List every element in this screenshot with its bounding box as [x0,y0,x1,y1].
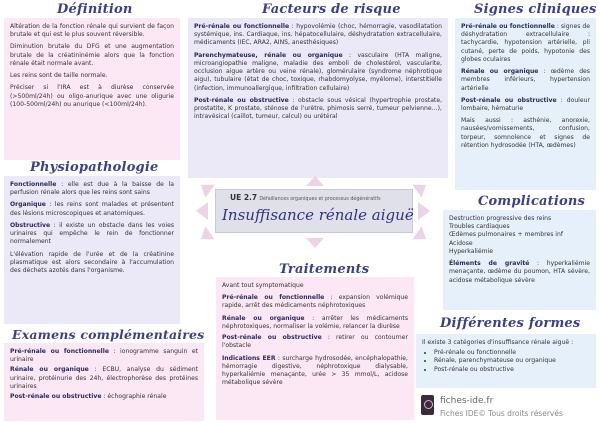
complication-item: Œdèmes pulmonaires + membres inf [449,231,564,239]
facteurs-pre [194,23,442,48]
examens-ren-text: : ECBU, analyse du sédiment urinaire, protéinurie des 24h, électrophorèse des protéines urinaires [10,366,198,390]
facteurs-par-text: : vasculaire (HTA maligne, microangiopathie maligne, maladie des emboli de cholestérol, vascularite, occlusion aigue artère ou veine rénale), glomérulaire (syndrome néphrotique aigu), tubulaire (état de choc, toxique, rhabdomyolyse, myélome), interstitielle (infection, immunoallergique, infiltration cellulaire) [194,51,442,92]
arrow-down-icon [306,238,324,248]
complication-item: Destruction progressive des reins [449,215,552,222]
arrow-upright-icon [412,178,430,197]
physio-ob-label: Obstructive [10,221,51,229]
definition-p1: Altération de la fonction rénale qui survient de façon brutale et qui est le plus souvent réversible. [10,23,174,39]
physio-o [10,201,174,217]
traitements-ren [222,315,408,331]
physio-ob-text: : il existe un obstacle dans les voies urinaires qui empêche le rein de fonctionner normalement [10,221,174,246]
signes-p4: Mais aussi : asthénie, anorexie, nausées/vomissements, confusion, torpeur, somnolence et signes de rétention hydrosodée (HTA, œdèmes) [461,117,590,149]
center-ue [230,193,381,202]
arrow-downleft-icon [196,226,214,245]
forme-item: • Rénale, parenchymateuse ou organique [434,357,590,365]
complication-item: Hyperkaliémie [449,247,493,255]
facteurs-pre-label: Pré-rénale ou fonctionnelle [194,23,290,30]
definition-p4: Préciser si l'IRA est à diurèse conservée (>500ml/24h) ou oligo-anurique avec une oligurie (100-500ml/24h) ou anurique (<100ml/24h). [10,84,174,108]
examens-post-label: Post-rénale ou obstructive [10,393,102,401]
definition-p2: Diminution brutale du DFG et une augmentation brutale de la créatininémie alors que la fonction rénale était normale avant. [10,43,174,67]
physio-f-text: : elle est due à la baisse de la perfusion rénale alors que les reins sont sains [10,181,174,197]
site-logo [421,395,434,415]
signes-panel [455,18,596,190]
examens-post [10,393,198,401]
complications-title: Complications [478,194,586,209]
physio-title: Physiopathologie [30,160,159,175]
examens-pre-text: : ionogramme sanguin et urinaire [10,348,198,364]
signes-ren-label: Rénale ou organique [461,68,539,76]
physio-o-text: : les reins sont malades et présentent des lésions microscopiques et anatomiques. [10,201,174,217]
traitements-intro: Avant tout symptomatique [222,282,304,289]
forme-item: • Post-rénale ou obstructive [434,366,590,374]
facteurs-post-text: : obstacle sous vésical (hypertrophie prostate, prostatite, K prostate, sténose de l'urètre, phimosis serré, tumeur pelvienne…), intravésical (caillot, tumeur, calcul) ou urétéral [194,96,443,121]
traitements-post-text: : retirer ou contourner l'obstacle [222,334,408,350]
traitements-pre [222,294,408,310]
forme-item: • Pré-rénale ou fonctionnelle [434,349,590,357]
complication-item: Acidose [449,239,473,247]
signes-post-text: : douleur lombaire, hématurie [461,96,590,112]
definition-title: Définition [57,2,133,17]
formes-panel [416,334,596,388]
signes-post-label: Post-rénale ou obstructive [461,96,557,104]
physio-f [10,181,174,197]
signes-ren-text: : œdème des membres inférieurs, hypertension artérielle [461,68,590,92]
complications-list [449,215,590,256]
complications-gravite [449,260,590,285]
examens-title: Examens complémentaires [12,327,205,342]
center-ue-sub: Défaillances organiques et processus dégénératifs [259,197,381,202]
facteurs-panel [188,18,448,178]
examens-ren [10,366,198,391]
signes-pre-text: : signes de déshydratation extracellulaire : tachycardie, hypotension artérielle, pli cutané, perte de poids, hypotonie des globes oculaires [461,23,590,63]
center-title-box [215,189,413,233]
formes-intro: Il existe 3 catégories d'insuffisance rénale aiguë : [422,339,574,346]
complications-gravite-text: : hyperkaliémie menaçante, œdème du poumon, HTA sévère, acidose métabolique sévère [449,260,590,284]
signes-ren [461,68,590,93]
traitements-ren-label: Rénale ou organique [222,314,305,322]
signes-pre [461,23,590,64]
footer-link[interactable]: fiches-ide.fr [440,396,494,406]
physio-ob [10,222,174,247]
examens-post-text: : échographie rénale [101,393,167,401]
signes-pre-label: Pré-rénale ou fonctionnelle [461,23,555,30]
facteurs-par [194,52,442,93]
traitements-title: Traitements [279,262,370,277]
arrow-right-icon [418,202,430,220]
complications-gravite-label: Éléments de gravité [449,260,530,268]
traitements-pre-text: : expansion volémique rapide, arrêt des médicaments néphrotoxiques [222,294,409,310]
traitements-eer-label: Indications EER [222,354,276,362]
signes-title: Signes cliniques [474,2,597,17]
arrow-upleft-icon [196,178,214,197]
formes-list [422,349,590,374]
traitements-panel [216,277,414,420]
arrow-downright-icon [412,226,430,245]
facteurs-pre-text: : hypovolémie (choc, hémorragie, vasodilatation systémique, ins. Cardiaque, ins. hépatocellulaire, déshydratation extracellulaire, médicaments (IEC, ARA2, AINS, anesthésiques) [194,23,442,47]
traitements-eer [222,355,408,388]
arrow-left-icon [196,202,208,220]
center-main-title: Insuffisance rénale aiguë [222,206,414,224]
complications-panel [443,210,596,310]
physio-f-label: Fonctionnelle [10,181,57,188]
examens-pre-label: Pré-rénale ou fonctionnelle [10,348,109,355]
definition-p3: Les reins sont de taille normale. [10,72,108,80]
definition-panel [4,18,180,160]
examens-panel [4,343,204,421]
traitements-post-label: Post-rénale ou obstructive [222,334,322,342]
facteurs-title: Facteurs de risque [262,2,401,17]
arrow-up-icon [306,176,324,186]
traitements-ren-text: : arrêter les médicaments néphrotoxiques, normaliser la volémie, relancer la diurèse [222,314,408,330]
facteurs-par-label: Parenchymateuse, rénale ou organique [194,51,343,59]
traitements-pre-label: Pré-rénale ou fonctionnelle [222,294,325,302]
physio-panel [4,176,180,324]
physio-p4: L'élévation rapide de l'urée et de la créatinine plasmatique est alors secondaire à l'accumulation des déchets azotés dans l'organisme. [10,250,174,274]
center-ue-code: UE 2.7 [230,193,258,202]
complication-item: Troubles cardiaques [449,223,510,231]
signes-post [461,97,590,113]
traitements-eer-text: : surcharge hydrosodée, encéphalopathie, hémorragie digestive, néphrotoxique dialysable, hyperkaliémie menaçante, urée > 35 mmol/L, acidose métabolique sévère [222,354,408,387]
footer-copyright: Fiches IDE© Tous droits réservés [440,409,563,418]
examens-ren-label: Rénale ou organique [10,366,89,374]
examens-pre [10,348,198,364]
facteurs-post [194,97,442,122]
facteurs-post-label: Post-rénale ou obstructive [194,96,289,104]
physio-o-label: Organique [10,201,46,209]
traitements-post [222,334,408,350]
formes-title: Différentes formes [440,316,581,331]
